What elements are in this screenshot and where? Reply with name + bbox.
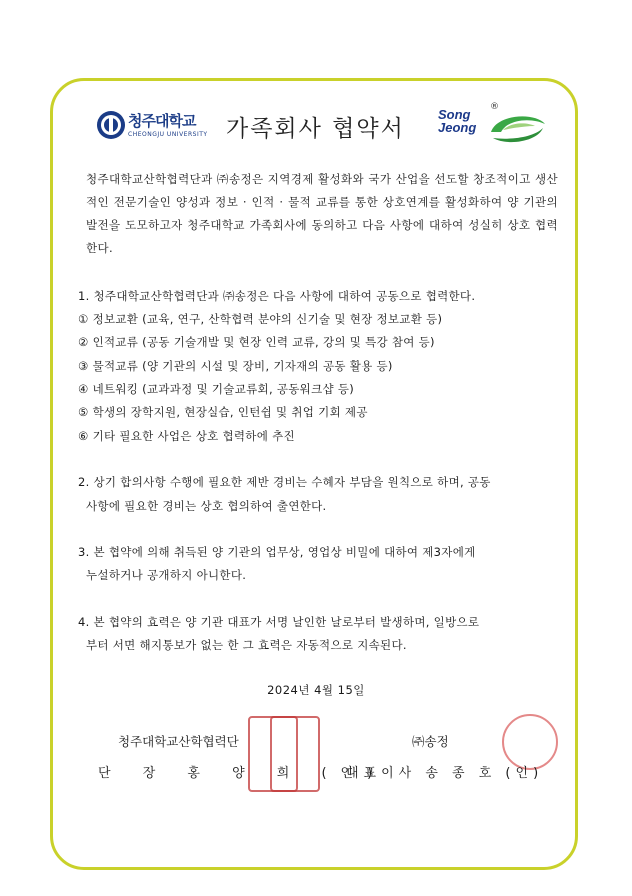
clause-1-item-4: ④ 네트워킹 (교과과정 및 기술교류회, 공동워크샵 등) [78, 382, 355, 396]
agreement-date: 2024년 4월 15일 [267, 683, 365, 697]
document-header [0, 104, 632, 150]
clause-2-line-1: 2. 상기 합의사항 수행에 필요한 제반 경비는 수혜자 부담을 원칙으로 하며, 공동 [78, 475, 491, 489]
songjeong-wordmark-line2: Jeong [438, 120, 477, 135]
cheongju-emblem-icon [96, 110, 126, 140]
clause-2-line-2: 사항에 필요한 경비는 상호 협의하여 출연한다. [86, 499, 327, 513]
cheongju-university-english: CHEONGJU UNIVERSITY [128, 131, 208, 138]
right-signatory-organization: ㈜송정 [412, 734, 449, 749]
songjeong-wordmark-line1: Song [438, 107, 471, 122]
clause-1-item-5: ⑤ 학생의 장학지원, 현장실습, 인턴쉽 및 취업 기회 제공 [78, 405, 368, 419]
registered-mark: ® [490, 102, 499, 112]
document-title: 가족회사 협약서 [226, 116, 405, 142]
clause-1-item-1: ① 정보교환 (교육, 연구, 산학협력 분야의 신기술 및 현장 정보교환 등) [78, 312, 443, 326]
clause-4-line-1: 4. 본 협약의 효력은 양 기관 대표가 서명 날인한 날로부터 발생하며, 일방으로 [78, 615, 480, 629]
clause-1-heading: 1. 청주대학교산학협력단과 ㈜송정은 다음 사항에 대하여 공동으로 협력한다. [78, 289, 476, 303]
clause-1-item-3: ③ 물적교류 (양 기관의 시설 및 장비, 기자재의 공동 활용 등) [78, 359, 393, 373]
clause-1-item-2: ② 인적교류 (공동 기술개발 및 현장 인력 교류, 강의 및 특강 참여 등) [78, 335, 435, 349]
left-signatory-name: 단 장 홍 양 희 (인) [98, 766, 387, 781]
songjeong-swoosh-icon [483, 112, 549, 146]
clause-4-line-2: 부터 서면 해지통보가 없는 한 그 효력은 자동적으로 지속된다. [86, 638, 407, 652]
clause-1-item-6: ⑥ 기타 필요한 사업은 상호 협력하에 추진 [78, 429, 295, 443]
clause-3-line-2: 누설하거나 공개하지 아니한다. [86, 568, 247, 582]
right-signatory-name: 대표이사 송 종 호 (인) [346, 766, 544, 781]
cheongju-university-name: 청주대학교 [128, 112, 196, 130]
songjeong-wordmark [438, 108, 476, 134]
clause-3-line-1: 3. 본 협약에 의해 취득된 양 기관의 업무상, 영업상 비밀에 대하여 제3자에게 [78, 545, 476, 559]
left-signatory-organization: 청주대학교산학협력단 [118, 734, 239, 749]
songjeong-logo [438, 104, 550, 150]
intro-paragraph: 청주대학교산학협력단과 ㈜송정은 지역경제 활성화와 국가 산업을 선도할 창조적이고 생산적인 전문기술인 양성과 정보 · 인적 · 물적 교류를 통한 상호연계를 활성화하여 양 기관의 발전을 도모하고자 청주대학교 가족회사에 동의하고 다음 사항에 대하여 성실히 상호 협력한다. [86, 172, 558, 255]
cheongju-university-logo [96, 110, 222, 148]
